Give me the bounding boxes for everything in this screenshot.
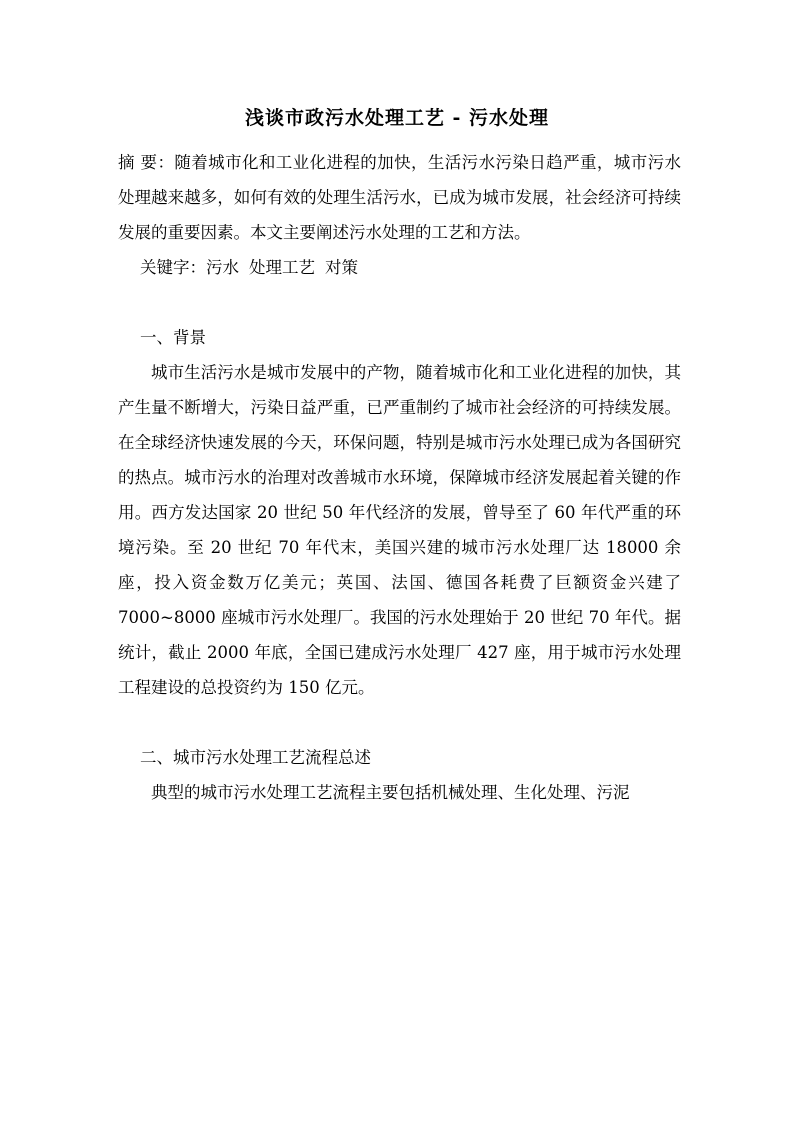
section-paragraph: 典型的城市污水处理工艺流程主要包括机械处理、生化处理、污泥 (151, 783, 630, 802)
keyword-item: 对策 (325, 258, 358, 277)
keywords-label: 关键字： (140, 258, 206, 277)
document-body (118, 145, 681, 810)
section-paragraph: 城市生活污水是城市发展中的产物，随着城市化和工业化进程的加快，其产生量不断增大，污染日益严重，已严重制约了城市社会经济的可持续发展。在全球经济快速发展的今天，环保问题，特别是城市污水处理已成为各国研究的热点。城市污水的治理对改善城市水环境，保障城市经济发展起着关键的作用。西方发达国家 20 世纪 50 年代经济的发展，曾导至了 60 年代严重的环境污染。至 20 世纪 70 年代末，美国兴建的城市污水处理厂达 18000 余座，投入资金数万亿美元；英国、法国、德国各耗费了巨额资金兴建了 7000~8000 座城市污水处理厂。我国的污水处理始于 20 世纪 70 年代。据统计，截止 2000 年底，全国已建成污水处理厂 427 座，用于城市污水处理工程建设的总投资约为 150 亿元。 (118, 363, 681, 697)
section-heading: 二、城市污水处理工艺流程总述 (140, 748, 371, 767)
section-heading: 一、背景 (140, 328, 206, 347)
keyword-item: 污水 (206, 258, 239, 277)
document-title: 浅谈市政污水处理工艺 - 污水处理 (244, 107, 550, 129)
abstract-label: 摘 要： (118, 153, 175, 172)
abstract-paragraph (118, 145, 681, 250)
abstract-text: 随着城市化和工业化进程的加快，生活污水污染日趋严重，城市污水处理越来越多，如何有效的处理生活污水，已成为城市发展，社会经济可持续发展的重要因素。本文主要阐述污水处理的工艺和方法。 (118, 153, 682, 242)
section-gap (118, 285, 681, 320)
keywords-line (118, 250, 681, 285)
section-gap (118, 705, 681, 740)
keyword-item: 处理工艺 (249, 258, 315, 277)
